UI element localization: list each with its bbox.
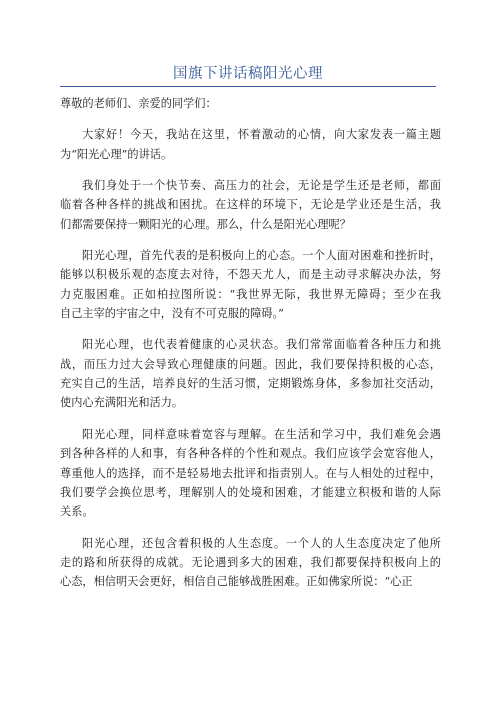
paragraph-line: 们都需要保持一颗阳光的心理。那么，什么是阳光心理呢？ xyxy=(60,217,351,231)
paragraph-line: 战，而压力过大会导致心理健康的问题。因此，我们要保持积极的心态， xyxy=(60,357,441,371)
paragraph-line: 我们身处于一个快节奏、高压力的社会，无论是学生还是老师，都面 xyxy=(82,179,441,193)
paragraph-line: 阳光心理，首先代表的是积极向上的心态。一个人面对困难和挫折时， xyxy=(82,249,441,263)
paragraph-line: 关系。 xyxy=(60,505,94,519)
paragraph-line: 使内心充满阳光和活力。 xyxy=(60,396,184,410)
body-paragraph xyxy=(60,425,441,522)
paragraph-line: 能够以积极乐观的态度去对待，不怨天尤人，而是主动寻求解决办法，努 xyxy=(60,268,441,282)
salutation-paragraph xyxy=(60,94,441,113)
paragraph-line: 心态，相信明天会更好，相信自己能够战胜困难。正如佛家所说：“心正 xyxy=(60,575,413,589)
document-title: 国旗下讲话稿阳光心理 xyxy=(173,66,323,82)
body-paragraph xyxy=(60,534,441,592)
paragraph-line: 充实自己的生活，培养良好的生活习惯，定期锻炼身体，多参加社交活动， xyxy=(60,377,441,391)
paragraph-line: 走的路和所获得的成就。无论遇到多大的困难，我们都要保持积极向上的 xyxy=(60,555,441,569)
paragraph-line: 阳光心理，同样意味着宽容与理解。在生活和学习中，我们难免会遇 xyxy=(82,427,441,441)
paragraph-line: 大家好！今天，我站在这里，怀着激动的心情，向大家发表一篇主题 xyxy=(82,128,441,142)
paragraph-gap xyxy=(60,413,441,425)
paragraph-gap xyxy=(60,522,441,534)
paragraph-line: 力克服困难。正如柏拉图所说：“我世界无际，我世界无障碍；至少在我 xyxy=(60,287,441,301)
paragraph-line: 为“阳光心理”的讲话。 xyxy=(60,147,173,161)
body-paragraph xyxy=(60,125,441,164)
paragraph-line: 到各种各样的人和事，有各种各样的个性和观点。我们应该学会宽容他人， xyxy=(60,447,441,461)
document-body xyxy=(60,94,441,592)
paragraph-gap xyxy=(60,323,441,335)
paragraph-line: 尊重他人的选择，而不是轻易地去批评和指责别人。在与人相处的过程中， xyxy=(60,466,441,480)
paragraph-gap xyxy=(60,234,441,246)
title-underline xyxy=(60,86,436,87)
body-paragraph xyxy=(60,246,441,323)
paragraph-line: 阳光心理，还包含着积极的人生态度。一个人的人生态度决定了他所 xyxy=(82,536,441,550)
body-paragraph xyxy=(60,176,441,234)
paragraph-gap xyxy=(60,164,441,176)
paragraph-line: 临着各种各样的挑战和困扰。在这样的环境下，无论是学业还是生活，我 xyxy=(60,198,441,212)
paragraph-line: 我们要学会换位思考，理解别人的处境和困难，才能建立积极和谐的人际 xyxy=(60,485,441,499)
body-paragraph xyxy=(60,335,441,412)
paragraph-line: 自己主宰的宇宙之中，没有不可克服的障碍。” xyxy=(60,307,284,321)
paragraph-line: 阳光心理，也代表着健康的心灵状态。我们常常面临着各种压力和挑 xyxy=(82,338,441,352)
paragraph-line: 尊敬的老师们、亲爱的同学们： xyxy=(60,97,217,110)
paragraph-gap xyxy=(60,113,441,125)
